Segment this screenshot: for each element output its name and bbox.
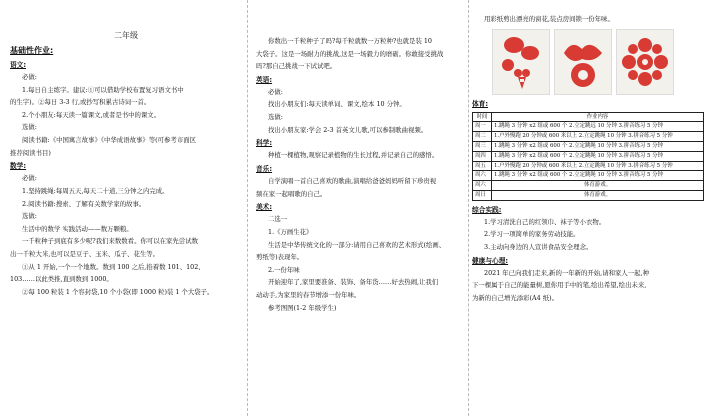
- science-heading: 科学:: [256, 139, 273, 148]
- pe-schedule-table: [472, 112, 704, 201]
- row-day: 周三: [473, 142, 492, 152]
- chinese-reading-2: 推荐阅读书目): [10, 148, 51, 157]
- art-option-1-title: 1.《万画生花》: [268, 227, 313, 236]
- row-day: 周四: [473, 151, 492, 161]
- row-day: 周日: [473, 191, 492, 201]
- science-text: 种植一棵植物,观察记录植物的生长过程,并记录自己的感悟。: [268, 151, 439, 160]
- art-option-1-desc-2: 剪纸等)表现年。: [256, 253, 304, 262]
- row-content: 1.户外慢跑 20 分钟或 600 米以上 2.立定跳绳 10 分钟 3.拼音练习 5 分钟: [492, 132, 704, 142]
- math-step-1b: 103……以此类推,直到数到 1000。: [10, 275, 113, 284]
- header-time: 时间: [473, 112, 492, 122]
- math-p3: 吗?那自己挑战一下试试吧。: [256, 62, 337, 71]
- page-column-2: [250, 0, 468, 416]
- row-content: 1.户外慢跑 20 分钟或 600 米以上 2.立定跳绳 10 分钟 3.拼音练习 5 分钟: [492, 161, 704, 171]
- math-p2: 大袋子。这是一场耐力的挑战,这是一场毅力的磨砺。你敢接受挑战: [256, 49, 444, 58]
- table-row: [473, 142, 704, 152]
- math-step-1: ①从 1 开始,一个一个地数。数到 100 之后,掐着数 101、102、: [22, 262, 205, 271]
- table-row: [473, 191, 704, 201]
- papercut-image-1: [492, 29, 550, 95]
- english-optional-label: 选做:: [268, 113, 283, 122]
- papercut-images: [492, 29, 704, 95]
- row-day: 周五: [473, 161, 492, 171]
- art-choose: 二选一: [268, 215, 288, 224]
- english-must-label: 必做:: [268, 87, 283, 96]
- row-content: 1.跳绳 3 分钟 x2 组或 600 个 2.立定跳绳 10 分钟 3.拼音练习 5 分钟: [492, 151, 704, 161]
- practice-item-1: 1.学习清洗自己的红领巾、袜子等小衣物。: [484, 217, 606, 226]
- english-optional: 找出小朋友家:学会 2-3 首英文儿歌,可以参制歌曲视频。: [268, 125, 428, 134]
- papercut-intro: 用彩纸剪出漂亮的窗花,装点房间锁一份年味。: [484, 15, 614, 23]
- basic-homework-heading: 基础性作业:: [10, 46, 54, 55]
- header-content: 作业内容: [492, 112, 704, 122]
- row-content: 1.跳绳 3 分钟 x2 组或 600 个 2.立定跳绳 10 分钟 3.拼音练习 5 分钟: [492, 142, 704, 152]
- health-text-1: 2021 年已向我们走来,新的一年新的开始,请和家人一起,种: [484, 268, 649, 277]
- chinese-item-1b: 的生字)。②每日 3-3 行,或抄写积累古诗词一首。: [10, 98, 151, 107]
- table-row: [473, 122, 704, 132]
- table-row: [473, 171, 704, 181]
- grade-title: 二年级: [114, 31, 138, 40]
- column-divider: [247, 0, 248, 416]
- practice-item-3: 3.主动向身边的人宣讲食品安全理念。: [484, 243, 593, 252]
- row-content: 体育游戏。: [492, 181, 704, 191]
- art-option-2-desc: 开始迎年了,家里要准备、装饰、备年货……好去热闹,让我们: [268, 278, 439, 287]
- row-content: 1.跳绳 3 分钟 x2 组或 600 个 2.立定跳远 10 分钟 3.拼音练习 5 分钟: [492, 122, 704, 132]
- math-must-label: 必做:: [22, 174, 37, 183]
- art-heading: 美术:: [256, 203, 273, 212]
- row-day: 周六: [473, 171, 492, 181]
- math-life-q1: 一千粒种子到底有多少呢?我们来数数看。你可以在家先尝试数: [22, 237, 198, 246]
- row-day: 周一: [473, 122, 492, 132]
- math-item-1: 1.坚持跳绳:每周五天,每天二十道,三分钟之内完成。: [22, 186, 169, 195]
- math-optional-label: 选做:: [22, 212, 37, 221]
- row-content: 体育游戏。: [492, 191, 704, 201]
- math-p1: 你数出一千粒种子了吗?每千粒就数一万粒种?也就是装 10: [268, 37, 432, 45]
- health-text-2: 下一棵属于自己的能量树,愿你用手中的笔,绘出希望,绘出未来,: [472, 281, 647, 290]
- math-heading: 数学:: [10, 162, 27, 171]
- page-column-1: [0, 0, 246, 416]
- english-must: 找出小朋友们:每天读单词、课文,绘本 10 分钟。: [268, 100, 406, 109]
- table-row: [473, 161, 704, 171]
- papercut-image-2: [554, 29, 612, 95]
- papercut-image-3: [616, 29, 674, 95]
- practice-item-2: 2.学习一项简单的家务劳动技能。: [484, 230, 580, 239]
- math-life-q2: 出一千粒大米,也可以是豆子、玉米、瓜子、花生等。: [10, 250, 160, 259]
- table-row: [473, 151, 704, 161]
- math-step-2: ②每 100 粒装 1 个容封袋,10 个小袋(即 1000 粒)装 1 个大袋子。: [22, 287, 214, 296]
- chinese-heading: 语文:: [10, 61, 27, 69]
- math-life-title: 生活中的数学 实践活动——数万颗粮。: [22, 224, 133, 233]
- row-day: 周二: [473, 132, 492, 142]
- art-option-1-desc: 生活是中华传统文化的一部分:请用自己喜欢的艺术形式(绘画、: [268, 240, 446, 249]
- row-content: 1.跳绳 3 分钟 x2 组或 600 个 2.立定跳绳 10 分钟 3.拼音练习 5 分钟: [492, 171, 704, 181]
- chinese-item-2: 2.个小朋友:每天读一篇课文,或者是书中的课文。: [22, 110, 161, 119]
- chinese-reading: 阅读书籍:《中国寓言故事》《中华成语故事》等(可参考市面区: [22, 136, 196, 145]
- music-text-1: 自学演唱一首自己喜欢的歌曲,演唱给爸爸妈妈听留下珍贵视: [268, 177, 437, 186]
- chinese-must-label: 必做:: [22, 73, 37, 82]
- table-row: [473, 132, 704, 142]
- english-heading: 英语:: [256, 75, 273, 84]
- music-heading: 音乐:: [256, 164, 273, 173]
- page-column-3: [470, 0, 708, 416]
- art-reference: 参考图图(1-2 年级学生): [268, 303, 337, 312]
- music-text-2: 频在家一起唱歌的自己。: [256, 189, 327, 198]
- table-row: [473, 181, 704, 191]
- column-divider: [468, 0, 469, 416]
- health-heading: 健康与心理:: [472, 256, 509, 265]
- art-option-2-desc-2: 动动手,为家里的春节增添一份年味。: [256, 290, 361, 299]
- art-option-2-title: 2.一份年味: [268, 265, 300, 274]
- math-item-2: 2.阅读书籍:搜索、了解有关数学家的故事。: [22, 199, 146, 208]
- table-header-row: [473, 112, 704, 122]
- chinese-item-1: 1.每日自主练字。建议:①可以借助学校布置复习语文书中: [22, 85, 184, 94]
- row-day: 周六: [473, 181, 492, 191]
- practice-heading: 综合实践:: [472, 205, 502, 214]
- chinese-optional-label: 选做:: [22, 123, 37, 132]
- pe-heading: 体育:: [472, 99, 489, 108]
- health-text-3: 为新的自己增光添彩(A4 纸)。: [472, 293, 558, 302]
